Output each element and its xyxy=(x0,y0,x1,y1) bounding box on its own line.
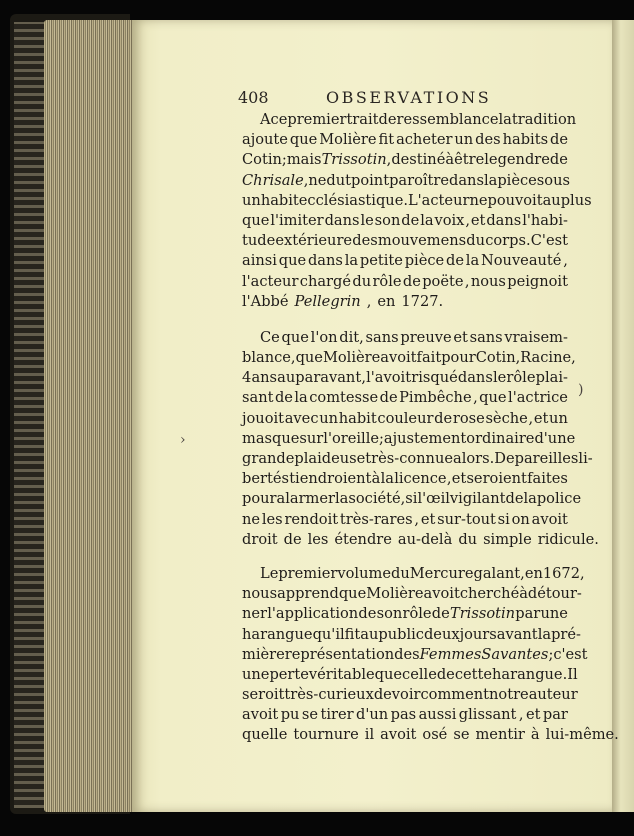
text-line: ainsi que dans la petite pièce de la Nouveauté , xyxy=(242,252,568,270)
text-line: ner l'application de son rôle de Trissotin par une xyxy=(242,605,568,623)
text-line: Ce que l'on dit, sans preuve et sans vraisem- xyxy=(260,328,568,346)
text-line: sant de la comtesse de Pimbêche , que l'actrice xyxy=(242,389,568,407)
text-line: ajoute que Molière fit acheter un des habits de xyxy=(242,131,568,149)
text-line: ne les rendoit très-rares , et sur-tout si on avoit xyxy=(242,510,568,528)
text-line: harangue qu'il fit au public deux jours avant la pré- xyxy=(242,625,581,643)
cover-decorative-border xyxy=(14,22,44,808)
text-line: avoit pu se tirer d'un pas aussi glissant , et par xyxy=(242,706,568,724)
text-line: tude extérieure des mouvemens du corps. C'est xyxy=(242,232,568,250)
text-line: grande plaideuse très-connue alors. De pareilles li- xyxy=(242,450,593,467)
text-line: A ce premier trait de ressemblance la tradition xyxy=(260,111,577,128)
text-line: bertés tiendroient à la licence , et seroient faites xyxy=(242,470,568,488)
paragraph xyxy=(242,110,592,312)
running-title: OBSERVATIONS xyxy=(326,88,492,107)
page-edges xyxy=(44,20,134,812)
text-line: droit de les étendre au-delà du simple ridicule. xyxy=(242,530,599,548)
paragraph xyxy=(242,328,599,550)
text-line: nous apprend que Molière avoit cherché à détour- xyxy=(242,585,582,603)
page-header xyxy=(238,88,492,108)
text-line: l'acteur chargé du rôle de poëte , nous peignoit xyxy=(242,272,568,290)
text-line: mière représentation des Femmes Savantes ; c'est xyxy=(242,645,588,663)
text-line: 4 ans auparavant , l'avoit risqué dans le rôle plai- xyxy=(242,369,568,387)
text-line: masque sur l'oreille ; ajustement ordinaire d'une xyxy=(242,429,576,447)
text-line: que l'imiter dans le son de la voix , et dans l'habi- xyxy=(242,211,568,229)
text-line: blance , que Molière avoit fait pour Cotin , Racine, xyxy=(242,349,576,367)
paragraph-gap xyxy=(242,312,568,328)
page-number: 408 xyxy=(238,88,269,107)
text-line: Chrisale , ne dut point paroître dans la pièce sous xyxy=(242,171,570,189)
pencil-mark: ) xyxy=(578,382,584,398)
pencil-mark: › xyxy=(180,432,186,448)
text-line: une perte véritable que celle de cette harangue. Il xyxy=(242,665,578,683)
text-line: quelle tournure il avoit osé se mentir à lui-même. xyxy=(242,726,619,744)
text-line: seroit très-curieux de voir comment notre auteur xyxy=(242,686,578,704)
paragraph-gap xyxy=(242,550,568,564)
paragraph xyxy=(242,564,619,746)
text-line: pour alarmer la société , si l'œil vigilant de la police xyxy=(242,490,582,508)
text-line: Le premier volume du Mercure galant , en 1672, xyxy=(260,564,585,582)
text-line: l'Abbé Pellegrin , en 1727. xyxy=(242,292,444,310)
page-text xyxy=(242,110,619,746)
text-line: jouoit avec un habit couleur de rose sèche , et un xyxy=(242,409,568,427)
facing-page-edge xyxy=(612,20,634,812)
text-line: un habit ecclésiastique. L'acteur ne pouvoit au plus xyxy=(242,191,592,209)
text-line: Cotin ; mais Trissotin , destiné à être le gendre de xyxy=(242,151,568,169)
